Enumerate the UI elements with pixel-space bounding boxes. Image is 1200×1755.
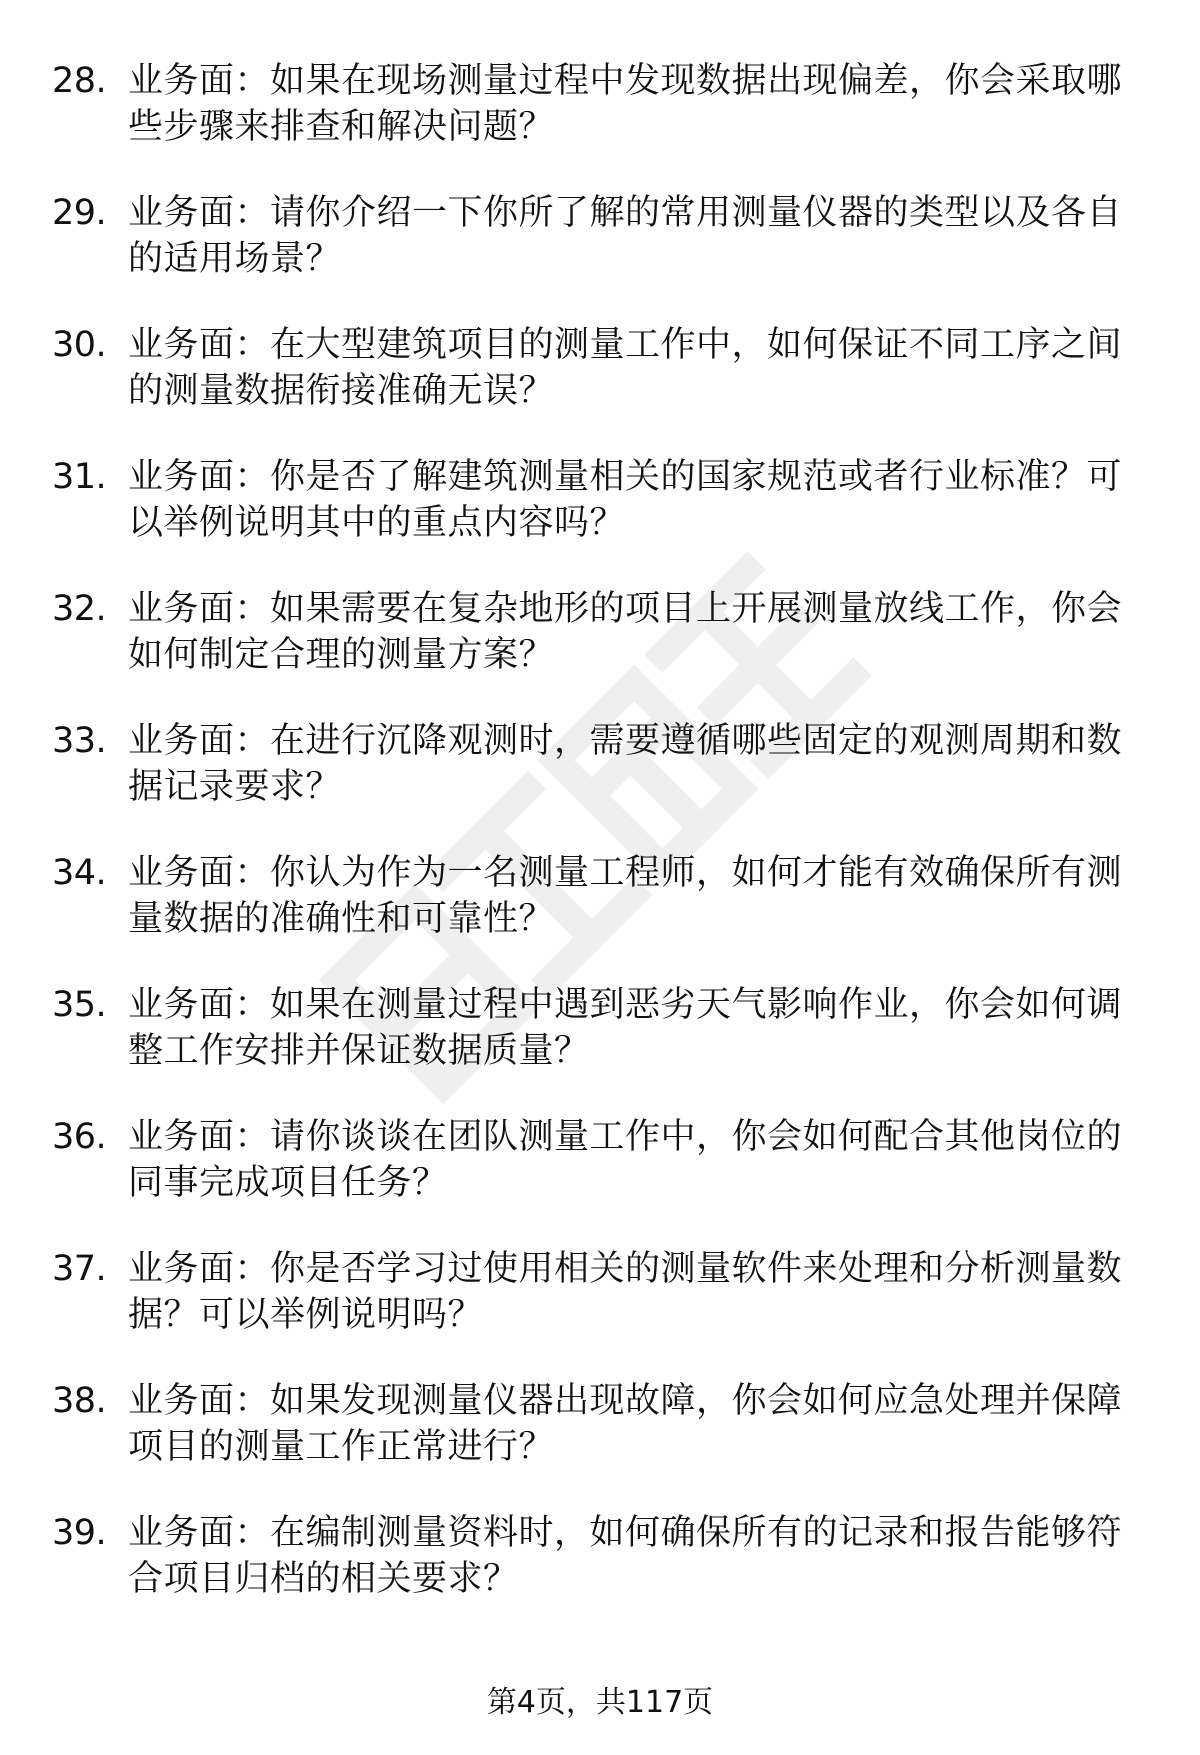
question-number: 38. (52, 1381, 107, 1421)
question-text: 业务面：在大型建筑项目的测量工作中，如何保证不同工序之间的测量数据衔接准确无误？ (128, 325, 1123, 411)
list-item (52, 850, 1152, 982)
question-text: 业务面：如果在测量过程中遇到恶劣天气影响作业，你会如何调整工作安排并保证数据质量？ (128, 985, 1123, 1071)
question-number: 37. (52, 1249, 107, 1289)
question-text: 业务面：你认为作为一名测量工程师，如何才能有效确保所有测量数据的准确性和可靠性？ (128, 853, 1123, 939)
list-item (52, 322, 1152, 454)
question-text: 业务面：在进行沉降观测时，需要遵循哪些固定的观测周期和数据记录要求？ (128, 721, 1123, 807)
question-number: 30. (52, 325, 107, 365)
question-text: 业务面：你是否学习过使用相关的测量软件来处理和分析测量数据？可以举例说明吗？ (128, 1249, 1123, 1335)
question-text: 业务面：在编制测量资料时，如何确保所有的记录和报告能够符合项目归档的相关要求？ (128, 1513, 1123, 1599)
question-text: 业务面：请你谈谈在团队测量工作中，你会如何配合其他岗位的同事完成项目任务？ (128, 1117, 1123, 1203)
page-number-footer: 第4页，共117页 (486, 1685, 714, 1720)
list-item (52, 982, 1152, 1114)
question-list (52, 58, 1152, 1642)
question-number: 34. (52, 853, 107, 893)
question-number: 31. (52, 457, 107, 497)
question-number: 36. (52, 1117, 107, 1157)
question-text: 业务面：请你介绍一下你所了解的常用测量仪器的类型以及各自的适用场景？ (128, 193, 1123, 279)
list-item (52, 718, 1152, 850)
list-item (52, 190, 1152, 322)
list-item (52, 1114, 1152, 1246)
question-number: 33. (52, 721, 107, 761)
question-text: 业务面：如果发现测量仪器出现故障，你会如何应急处理并保障项目的测量工作正常进行？ (128, 1381, 1123, 1467)
list-item (52, 1246, 1152, 1378)
list-item (52, 586, 1152, 718)
question-number: 35. (52, 985, 107, 1025)
question-number: 29. (52, 193, 107, 233)
list-item (52, 1510, 1152, 1642)
list-item (52, 1378, 1152, 1510)
question-number: 28. (52, 61, 107, 101)
question-text: 业务面：如果需要在复杂地形的项目上开展测量放线工作，你会如何制定合理的测量方案？ (128, 589, 1123, 675)
list-item (52, 58, 1152, 190)
question-number: 39. (52, 1513, 107, 1553)
question-number: 32. (52, 589, 107, 629)
question-text: 业务面：如果在现场测量过程中发现数据出现偏差，你会采取哪些步骤来排查和解决问题？ (128, 61, 1123, 147)
question-text: 业务面：你是否了解建筑测量相关的国家规范或者行业标准？可以举例说明其中的重点内容吗？ (128, 457, 1123, 543)
list-item (52, 454, 1152, 586)
